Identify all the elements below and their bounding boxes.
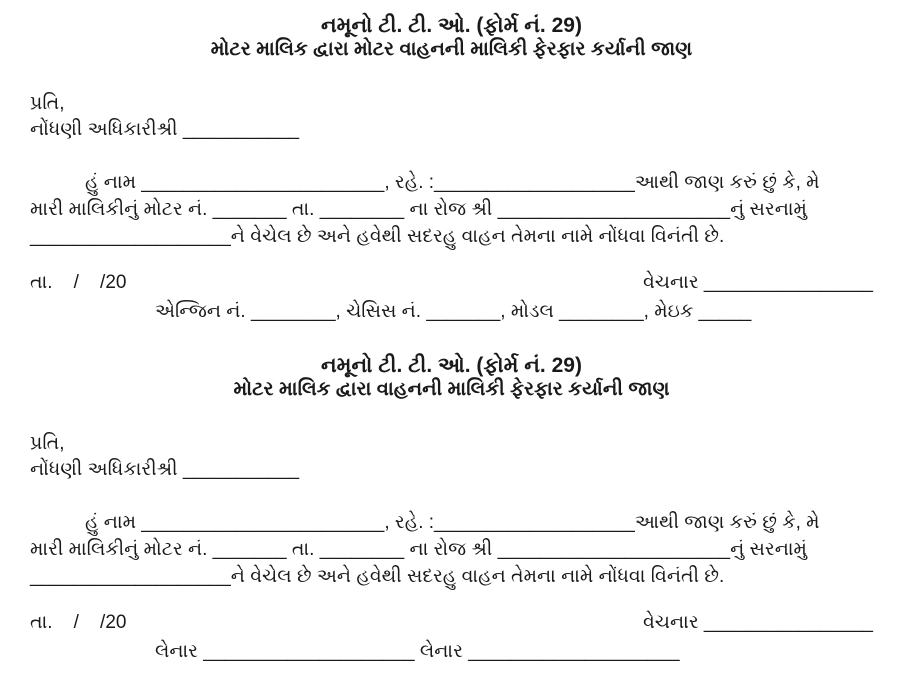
signature-row bbox=[30, 610, 873, 636]
salutation: પ્રતિ, bbox=[30, 93, 65, 114]
form-subtitle: મોટર માલિક દ્વારા વાહનની માલિકી ફેરફાર કર્યાની જાણ bbox=[233, 378, 670, 400]
address-block bbox=[30, 91, 873, 143]
buyer-signature-lines: લેનાર ____________________ લેનાર ____________________ bbox=[155, 641, 680, 662]
body-line-1: હું નામ _______________________, રહે. :___________________આથી જાણ કરું છું કે, મે bbox=[85, 172, 820, 193]
form-subtitle: મોટર માલિક દ્વારા મોટર વાહનની માલિકી ફેરફાર કર્યાની જાણ bbox=[210, 38, 693, 60]
addressee-blank-line: નોંધણી અધિકારીશ્રી ___________ bbox=[30, 459, 300, 480]
body-line-2: મારી માલિકીનું મોટર નં. _______ તા. ________ ના રોજ શ્રી ______________________નું સરનામું bbox=[30, 539, 807, 560]
addressee-blank-line: નોંધણી અધિકારીશ્રી ___________ bbox=[30, 119, 300, 140]
body-line-3: ___________________ને વેચેલ છે અને હવેથી સદરહુ વાહન તેમના નામે નોંધવા વિનંતી છે. bbox=[30, 226, 725, 247]
form-copy-1 bbox=[0, 0, 903, 325]
form-copy-2 bbox=[0, 353, 903, 665]
seller-signature-line: વેચનાર ________________ bbox=[642, 272, 873, 293]
vehicle-details-line: એન્જિન નં. ________, ચેસિસ નં. _______, મોડલ ________, મેઇક _____ bbox=[155, 301, 752, 322]
date-blank-line: તા. / /20 bbox=[30, 612, 127, 633]
form-title: નમૂનો ટી. ટી. ઓ. (ફોર્મ નં. 29) bbox=[321, 14, 582, 37]
declaration-paragraph bbox=[30, 509, 873, 590]
seller-signature-line: વેચનાર ________________ bbox=[642, 612, 873, 633]
body-line-1: હું નામ _______________________, રહે. :___________________આથી જાણ કરું છું કે, મે bbox=[85, 512, 820, 533]
declaration-paragraph bbox=[30, 169, 873, 250]
signature-row bbox=[30, 270, 873, 296]
body-line-2: મારી માલિકીનું મોટર નં. _______ તા. ________ ના રોજ શ્રી ______________________નું સરનામું bbox=[30, 199, 807, 220]
form-title: નમૂનો ટી. ટી. ઓ. (ફોર્મ નં. 29) bbox=[321, 354, 582, 377]
date-blank-line: તા. / /20 bbox=[30, 272, 127, 293]
address-block bbox=[30, 431, 873, 483]
salutation: પ્રતિ, bbox=[30, 433, 65, 454]
body-line-3: ___________________ને વેચેલ છે અને હવેથી સદરહુ વાહન તેમના નામે નોંધવા વિનંતી છે. bbox=[30, 566, 725, 587]
